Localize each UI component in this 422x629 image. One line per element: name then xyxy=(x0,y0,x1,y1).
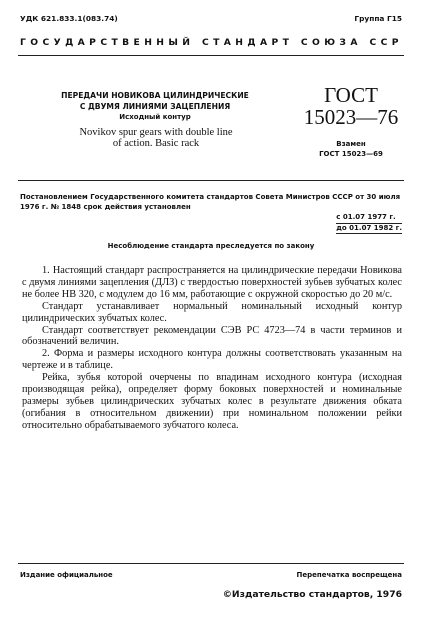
title-ru-line1: ПЕРЕДАЧИ НОВИКОВА ЦИЛИНДРИЧЕСКИЕ xyxy=(61,91,249,100)
gost-label: ГОСТ xyxy=(324,83,378,107)
group-code: Группа Г15 xyxy=(354,14,402,23)
replace-value: ГОСТ 15023—69 xyxy=(319,149,383,158)
decree-text: Постановлением Государственного комитета стандартов Совета Министров СССР от 30 июля 1976 г. № 1848 срок действия установлен xyxy=(20,193,401,211)
title-ru-subtitle: Исходный контур xyxy=(119,113,191,121)
gost-designation xyxy=(296,84,406,128)
title-english xyxy=(36,127,276,149)
paragraph: Стандарт устанавливает нормальный номинальный исходный контур цилиндрических зубчатых колес. xyxy=(22,300,402,324)
paragraph: 1. Настоящий стандарт распространяется на цилиндрические передачи Новикова с двумя линиями зацепления (ДЛЗ) с твердостью поверхностей зубьев зубчатых колес не более НВ 320, с модулем до 16 мм, работающие с окружной скоростью до 20 м/с. xyxy=(22,265,402,300)
validity-dates xyxy=(336,213,402,234)
replace-label: Взамен xyxy=(336,140,366,148)
gost-number: 15023—76 xyxy=(303,105,399,129)
header-divider xyxy=(18,55,404,56)
paragraph: Рейка, зубья которой очерчены по впадинам исходного контура (исходная производящая рейка), определяет форму боковых поверхностей и номинальные размеры зубьев цилиндрических зубчатых колес в результате движения обката (огибания в относительном движении) при номинальном положении рейки относительно обрабатываемого зубчатого колеса. xyxy=(22,372,402,431)
official-edition-label: Издание официальное xyxy=(20,571,113,579)
noncompliance-notice: Несоблюдение стандарта преследуется по закону xyxy=(107,242,315,250)
title-en-line1: Novikov spur gears with double line xyxy=(79,127,233,138)
title-en-line2: of action. Basic rack xyxy=(112,138,200,149)
title-divider xyxy=(18,180,404,181)
reprint-notice: Перепечатка воспрещена xyxy=(296,571,402,579)
paragraph: Стандарт соответствует рекомендации СЭВ РС 4723—74 в части терминов и обозначений величин. xyxy=(22,324,402,348)
title-ru-line2: С ДВУМЯ ЛИНИЯМИ ЗАЦЕПЛЕНИЯ xyxy=(79,102,231,111)
footer-divider xyxy=(18,563,404,564)
udk-code: УДК 621.833.1(083.74) xyxy=(20,14,118,23)
state-standard-heading: ГОСУДАРСТВЕННЫЙ СТАНДАРТ СОЮЗА ССР xyxy=(20,37,403,48)
date-from: с 01.07 1977 г. xyxy=(336,213,402,224)
standard-body xyxy=(22,265,402,432)
copyright-notice: ©Издательство стандартов, 1976 xyxy=(222,589,402,600)
replaces-block xyxy=(296,140,406,159)
date-to: до 01.07 1982 г. xyxy=(336,224,402,235)
title-russian xyxy=(30,90,280,123)
paragraph: 2. Форма и размеры исходного контура должны соответствовать указанным на чертеже и в таблице. xyxy=(22,348,402,372)
